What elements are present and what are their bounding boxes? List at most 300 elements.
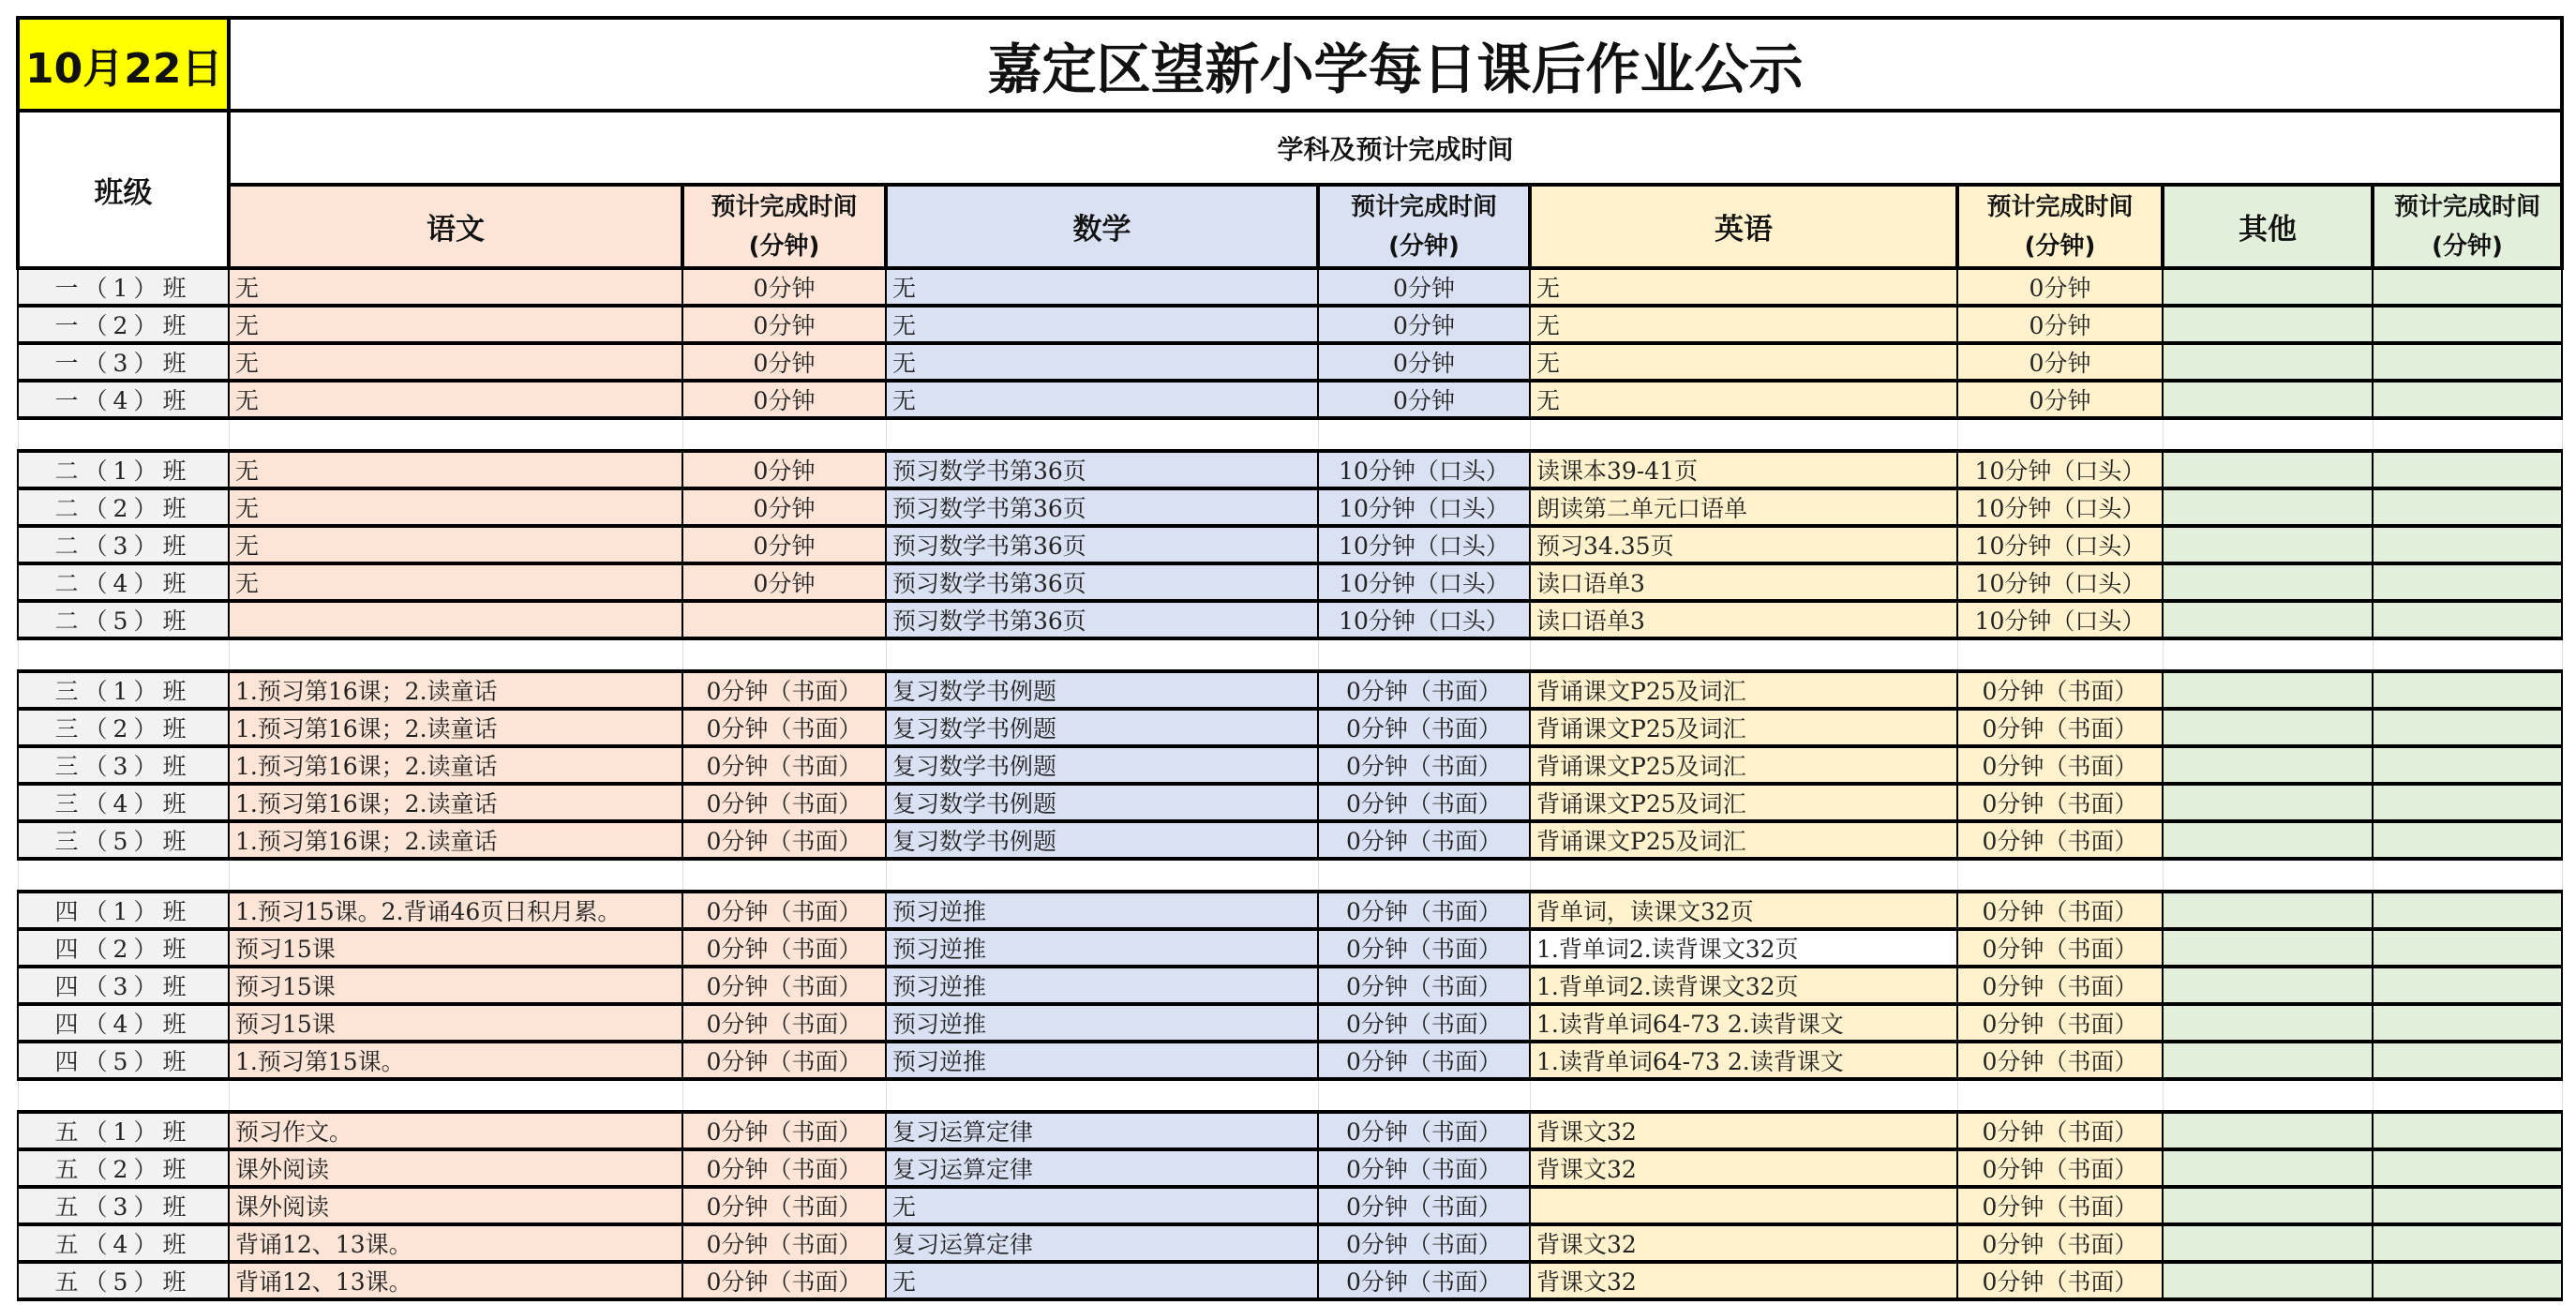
other-time[interactable] (2373, 1149, 2562, 1187)
empty-cell (2373, 638, 2562, 671)
chinese-homework[interactable]: 无 (229, 563, 682, 601)
subject-group-header: 学科及预计完成时间 (229, 111, 2562, 185)
other-time[interactable] (2373, 306, 2562, 343)
table-row (18, 821, 2562, 859)
chinese-homework[interactable]: 1.预习第16课；2.读童话 (229, 746, 682, 784)
class-name[interactable]: 四（5）班 (18, 1042, 229, 1079)
empty-cell (1318, 418, 1530, 451)
other-homework[interactable] (2163, 563, 2373, 601)
math-time[interactable]: 0分钟（书面） (1318, 1224, 1530, 1262)
english-homework[interactable]: 无 (1530, 381, 1957, 418)
class-name[interactable]: 一（3）班 (18, 343, 229, 381)
english-time[interactable]: 0分钟（书面） (1957, 671, 2163, 709)
english-time[interactable]: 10分钟（口头） (1957, 526, 2163, 563)
table-row (18, 601, 2562, 638)
english-homework[interactable]: 背课文32 (1530, 1149, 1957, 1187)
chinese-homework[interactable]: 无 (229, 343, 682, 381)
other-homework[interactable] (2163, 1187, 2373, 1224)
chinese-homework[interactable]: 1.预习15课。2.背诵46页日积月累。 (229, 892, 682, 929)
empty-cell (1957, 638, 2163, 671)
table-row (18, 1224, 2562, 1262)
other-time[interactable] (2373, 784, 2562, 821)
other-homework[interactable] (2163, 601, 2373, 638)
empty-cell (2163, 638, 2373, 671)
chinese-time[interactable]: 0分钟 (682, 306, 886, 343)
math-time[interactable]: 0分钟（书面） (1318, 746, 1530, 784)
other-homework[interactable] (2163, 1004, 2373, 1042)
other-homework[interactable] (2163, 1149, 2373, 1187)
other-time[interactable] (2373, 381, 2562, 418)
other-time[interactable] (2373, 601, 2562, 638)
chinese-time[interactable]: 0分钟（书面） (682, 1149, 886, 1187)
class-name[interactable]: 二（4）班 (18, 563, 229, 601)
english-homework[interactable]: 背课文32 (1530, 1262, 1957, 1299)
table-row (18, 967, 2562, 1004)
chinese-homework[interactable]: 1.预习第16课；2.读童话 (229, 671, 682, 709)
math-homework[interactable]: 无 (886, 1262, 1318, 1299)
english-homework[interactable]: 预习34.35页 (1530, 526, 1957, 563)
class-name[interactable]: 三（2）班 (18, 709, 229, 746)
other-homework[interactable] (2163, 709, 2373, 746)
math-homework[interactable]: 预习数学书第36页 (886, 488, 1318, 526)
english-time[interactable]: 0分钟（书面） (1957, 784, 2163, 821)
chinese-time[interactable] (682, 601, 886, 638)
empty-cell (229, 1079, 682, 1112)
empty-cell (229, 638, 682, 671)
english-time[interactable]: 0分钟（书面） (1957, 929, 2163, 967)
grade-separator (18, 1079, 2562, 1112)
chinese-homework[interactable]: 无 (229, 451, 682, 488)
math-homework[interactable]: 无 (886, 343, 1318, 381)
other-homework[interactable] (2163, 451, 2373, 488)
other-homework[interactable] (2163, 306, 2373, 343)
col-header-math-time (1318, 185, 1530, 268)
english-time[interactable]: 0分钟 (1957, 343, 2163, 381)
empty-cell (2163, 1079, 2373, 1112)
english-homework[interactable]: 背课文32 (1530, 1224, 1957, 1262)
english-homework[interactable]: 背单词，读课文32页 (1530, 892, 1957, 929)
chinese-time[interactable]: 0分钟（书面） (682, 1004, 886, 1042)
chinese-time[interactable]: 0分钟 (682, 381, 886, 418)
empty-cell (886, 638, 1318, 671)
english-homework[interactable]: 1.背单词2.读背课文32页 (1530, 967, 1957, 1004)
other-time[interactable] (2373, 821, 2562, 859)
empty-cell (682, 1079, 886, 1112)
chinese-time[interactable]: 0分钟（书面） (682, 709, 886, 746)
english-homework[interactable]: 1.读背单词64-73 2.读背课文 (1530, 1042, 1957, 1079)
english-homework[interactable]: 1.读背单词64-73 2.读背课文 (1530, 1004, 1957, 1042)
english-time[interactable]: 0分钟 (1957, 268, 2163, 306)
homework-table (16, 16, 2564, 1301)
chinese-time[interactable]: 0分钟（书面） (682, 671, 886, 709)
math-homework[interactable]: 复习运算定律 (886, 1112, 1318, 1149)
chinese-homework[interactable]: 预习15课 (229, 967, 682, 1004)
english-time[interactable]: 0分钟（书面） (1957, 1224, 2163, 1262)
other-time[interactable] (2373, 343, 2562, 381)
chinese-homework[interactable]: 背诵12、13课。 (229, 1262, 682, 1299)
chinese-time[interactable]: 0分钟 (682, 268, 886, 306)
table-row (18, 746, 2562, 784)
english-homework[interactable]: 背诵课文P25及词汇 (1530, 784, 1957, 821)
math-homework[interactable]: 复习数学书例题 (886, 784, 1318, 821)
other-homework[interactable] (2163, 821, 2373, 859)
table-row (18, 1042, 2562, 1079)
class-name[interactable]: 三（1）班 (18, 671, 229, 709)
grade-separator (18, 418, 2562, 451)
col-header-other: 其他 (2163, 185, 2373, 268)
chinese-homework[interactable]: 1.预习第15课。 (229, 1042, 682, 1079)
english-time[interactable]: 0分钟（书面） (1957, 1042, 2163, 1079)
page-title: 嘉定区望新小学每日课后作业公示 (229, 18, 2562, 111)
other-homework[interactable] (2163, 892, 2373, 929)
other-homework[interactable] (2163, 929, 2373, 967)
other-homework[interactable] (2163, 1262, 2373, 1299)
col-header-chinese: 语文 (229, 185, 682, 268)
other-homework[interactable] (2163, 784, 2373, 821)
table-row (18, 526, 2562, 563)
other-time[interactable] (2373, 451, 2562, 488)
empty-cell (1957, 859, 2163, 892)
table-row (18, 451, 2562, 488)
table-row (18, 1004, 2562, 1042)
table-row (18, 1149, 2562, 1187)
empty-cell (1530, 859, 1957, 892)
chinese-time[interactable]: 0分钟（书面） (682, 1224, 886, 1262)
chinese-homework[interactable]: 1.预习第16课；2.读童话 (229, 709, 682, 746)
empty-cell (682, 418, 886, 451)
english-homework[interactable]: 背诵课文P25及词汇 (1530, 821, 1957, 859)
math-homework[interactable]: 复习运算定律 (886, 1224, 1318, 1262)
empty-cell (229, 418, 682, 451)
math-time[interactable]: 10分钟（口头） (1318, 488, 1530, 526)
english-homework[interactable]: 背课文32 (1530, 1112, 1957, 1149)
other-homework[interactable] (2163, 268, 2373, 306)
english-time[interactable]: 10分钟（口头） (1957, 451, 2163, 488)
chinese-time[interactable]: 0分钟 (682, 526, 886, 563)
chinese-time[interactable]: 0分钟（书面） (682, 1112, 886, 1149)
math-homework[interactable]: 无 (886, 1187, 1318, 1224)
empty-cell (2373, 859, 2562, 892)
class-name[interactable]: 五（5）班 (18, 1262, 229, 1299)
class-name[interactable]: 三（3）班 (18, 746, 229, 784)
table-row (18, 488, 2562, 526)
chinese-time[interactable]: 0分钟 (682, 563, 886, 601)
empty-cell (682, 638, 886, 671)
grade-separator (18, 859, 2562, 892)
chinese-time[interactable]: 0分钟（书面） (682, 1262, 886, 1299)
chinese-homework[interactable]: 预习15课 (229, 929, 682, 967)
english-homework[interactable]: 无 (1530, 343, 1957, 381)
english-homework[interactable]: 读口语单3 (1530, 601, 1957, 638)
math-homework[interactable]: 复习运算定律 (886, 1149, 1318, 1187)
chinese-homework[interactable]: 无 (229, 381, 682, 418)
table-row (18, 1262, 2562, 1299)
table-row (18, 1112, 2562, 1149)
math-homework[interactable]: 复习数学书例题 (886, 671, 1318, 709)
time-header-line2: (分钟) (2024, 232, 2096, 261)
other-time[interactable] (2373, 671, 2562, 709)
other-time[interactable] (2373, 1042, 2562, 1079)
english-homework[interactable]: 读课本39-41页 (1530, 451, 1957, 488)
math-homework[interactable]: 无 (886, 306, 1318, 343)
empty-cell (682, 859, 886, 892)
other-time[interactable] (2373, 268, 2562, 306)
english-time[interactable]: 0分钟（书面） (1957, 892, 2163, 929)
math-homework[interactable]: 预习逆推 (886, 967, 1318, 1004)
math-homework[interactable]: 预习逆推 (886, 929, 1318, 967)
table-row (18, 784, 2562, 821)
other-homework[interactable] (2163, 1112, 2373, 1149)
time-header-line1: 预计完成时间 (1350, 192, 1497, 221)
chinese-homework[interactable]: 课外阅读 (229, 1149, 682, 1187)
empty-cell (886, 859, 1318, 892)
math-homework[interactable]: 复习数学书例题 (886, 709, 1318, 746)
chinese-time[interactable]: 0分钟（书面） (682, 746, 886, 784)
col-header-chinese-time (682, 185, 886, 268)
math-time[interactable]: 0分钟（书面） (1318, 821, 1530, 859)
empty-cell (1957, 418, 2163, 451)
class-name[interactable]: 二（2）班 (18, 488, 229, 526)
math-homework[interactable]: 无 (886, 268, 1318, 306)
chinese-time[interactable]: 0分钟（书面） (682, 929, 886, 967)
chinese-time[interactable]: 0分钟（书面） (682, 1187, 886, 1224)
math-homework[interactable]: 复习数学书例题 (886, 821, 1318, 859)
chinese-time[interactable]: 0分钟 (682, 451, 886, 488)
table-row (18, 709, 2562, 746)
class-name[interactable]: 五（1）班 (18, 1112, 229, 1149)
time-header-line2: (分钟) (2432, 232, 2503, 261)
math-homework[interactable]: 预习数学书第36页 (886, 563, 1318, 601)
other-time[interactable] (2373, 1004, 2562, 1042)
class-name[interactable]: 五（3）班 (18, 1187, 229, 1224)
class-name[interactable]: 四（4）班 (18, 1004, 229, 1042)
empty-cell (886, 418, 1318, 451)
math-time[interactable]: 10分钟（口头） (1318, 563, 1530, 601)
english-homework[interactable]: 无 (1530, 268, 1957, 306)
math-time[interactable]: 0分钟 (1318, 381, 1530, 418)
empty-cell (229, 859, 682, 892)
empty-cell (1530, 418, 1957, 451)
col-header-math: 数学 (886, 185, 1318, 268)
english-homework[interactable]: 读口语单3 (1530, 563, 1957, 601)
other-time[interactable] (2373, 1262, 2562, 1299)
table-row (18, 343, 2562, 381)
chinese-homework[interactable]: 预习作文。 (229, 1112, 682, 1149)
chinese-time[interactable]: 0分钟（书面） (682, 967, 886, 1004)
other-time[interactable] (2373, 929, 2562, 967)
chinese-time[interactable]: 0分钟（书面） (682, 892, 886, 929)
english-time[interactable]: 0分钟 (1957, 306, 2163, 343)
english-time[interactable]: 0分钟（书面） (1957, 1149, 2163, 1187)
table-row (18, 268, 2562, 306)
empty-cell (2163, 859, 2373, 892)
time-header-line1: 预计完成时间 (711, 192, 858, 221)
math-time[interactable]: 0分钟（书面） (1318, 1262, 1530, 1299)
other-homework[interactable] (2163, 1224, 2373, 1262)
class-name[interactable]: 二（1）班 (18, 451, 229, 488)
other-homework[interactable] (2163, 1042, 2373, 1079)
math-homework[interactable]: 预习逆推 (886, 1004, 1318, 1042)
english-time[interactable]: 0分钟（书面） (1957, 746, 2163, 784)
other-time[interactable] (2373, 1187, 2562, 1224)
other-homework[interactable] (2163, 343, 2373, 381)
chinese-homework[interactable]: 1.预习第16课；2.读童话 (229, 784, 682, 821)
empty-cell (1957, 1079, 2163, 1112)
chinese-homework[interactable]: 无 (229, 526, 682, 563)
english-time[interactable]: 0分钟 (1957, 381, 2163, 418)
math-time[interactable]: 10分钟（口头） (1318, 451, 1530, 488)
table-row (18, 671, 2562, 709)
english-time[interactable]: 0分钟（书面） (1957, 1112, 2163, 1149)
table-row (18, 563, 2562, 601)
math-time[interactable]: 10分钟（口头） (1318, 526, 1530, 563)
math-time[interactable]: 0分钟（书面） (1318, 1042, 1530, 1079)
chinese-homework[interactable]: 无 (229, 488, 682, 526)
english-homework[interactable]: 背诵课文P25及词汇 (1530, 746, 1957, 784)
chinese-homework[interactable]: 背诵12、13课。 (229, 1224, 682, 1262)
class-name[interactable]: 一（4）班 (18, 381, 229, 418)
empty-cell (2163, 418, 2373, 451)
other-time[interactable] (2373, 1224, 2562, 1262)
english-time[interactable]: 0分钟（书面） (1957, 1004, 2163, 1042)
table-row (18, 1187, 2562, 1224)
class-name[interactable]: 三（5）班 (18, 821, 229, 859)
math-time[interactable]: 0分钟（书面） (1318, 1112, 1530, 1149)
class-name[interactable]: 二（5）班 (18, 601, 229, 638)
english-homework[interactable]: 背诵课文P25及词汇 (1530, 709, 1957, 746)
table-row (18, 892, 2562, 929)
other-time[interactable] (2373, 1112, 2562, 1149)
chinese-time[interactable]: 0分钟（书面） (682, 784, 886, 821)
english-time[interactable]: 0分钟（书面） (1957, 709, 2163, 746)
math-homework[interactable]: 复习数学书例题 (886, 746, 1318, 784)
other-homework[interactable] (2163, 967, 2373, 1004)
english-homework[interactable]: 1.背单词2.读背课文32页 (1530, 929, 1957, 967)
chinese-time[interactable]: 0分钟（书面） (682, 821, 886, 859)
grade-separator (18, 638, 2562, 671)
class-name[interactable]: 四（2）班 (18, 929, 229, 967)
math-homework[interactable]: 无 (886, 381, 1318, 418)
empty-cell (18, 859, 229, 892)
other-time[interactable] (2373, 488, 2562, 526)
other-homework[interactable] (2163, 746, 2373, 784)
other-time[interactable] (2373, 892, 2562, 929)
empty-cell (2373, 1079, 2562, 1112)
math-time[interactable]: 0分钟（书面） (1318, 784, 1530, 821)
other-time[interactable] (2373, 526, 2562, 563)
table-row (18, 929, 2562, 967)
class-name[interactable]: 五（4）班 (18, 1224, 229, 1262)
english-time[interactable]: 0分钟（书面） (1957, 967, 2163, 1004)
empty-cell (1530, 1079, 1957, 1112)
math-time[interactable]: 0分钟 (1318, 306, 1530, 343)
class-header: 班级 (18, 111, 229, 268)
chinese-time[interactable]: 0分钟（书面） (682, 1042, 886, 1079)
math-time[interactable]: 0分钟（书面） (1318, 967, 1530, 1004)
english-time[interactable]: 0分钟（书面） (1957, 1262, 2163, 1299)
other-time[interactable] (2373, 967, 2562, 1004)
col-header-english-time (1957, 185, 2163, 268)
chinese-homework[interactable]: 预习15课 (229, 1004, 682, 1042)
math-time[interactable]: 0分钟（书面） (1318, 929, 1530, 967)
table-row (18, 306, 2562, 343)
other-time[interactable] (2373, 563, 2562, 601)
other-homework[interactable] (2163, 488, 2373, 526)
chinese-homework[interactable]: 无 (229, 306, 682, 343)
class-name[interactable]: 一（2）班 (18, 306, 229, 343)
math-time[interactable]: 0分钟（书面） (1318, 1149, 1530, 1187)
time-header-line2: (分钟) (748, 232, 820, 261)
chinese-homework[interactable]: 无 (229, 268, 682, 306)
chinese-homework[interactable] (229, 601, 682, 638)
math-time[interactable]: 0分钟（书面） (1318, 1187, 1530, 1224)
empty-cell (18, 1079, 229, 1112)
empty-cell (1318, 859, 1530, 892)
math-time[interactable]: 10分钟（口头） (1318, 601, 1530, 638)
english-homework[interactable]: 无 (1530, 306, 1957, 343)
table-row (18, 381, 2562, 418)
math-time[interactable]: 0分钟（书面） (1318, 1004, 1530, 1042)
english-time[interactable]: 0分钟（书面） (1957, 1187, 2163, 1224)
chinese-homework[interactable]: 1.预习第16课；2.读童话 (229, 821, 682, 859)
other-homework[interactable] (2163, 526, 2373, 563)
math-homework[interactable]: 预习数学书第36页 (886, 526, 1318, 563)
date-cell: 10月22日 (18, 18, 229, 111)
class-name[interactable]: 一（1）班 (18, 268, 229, 306)
empty-cell (2373, 418, 2562, 451)
english-time[interactable]: 10分钟（口头） (1957, 488, 2163, 526)
other-time[interactable] (2373, 746, 2562, 784)
empty-cell (886, 1079, 1318, 1112)
class-name[interactable]: 三（4）班 (18, 784, 229, 821)
empty-cell (1318, 1079, 1530, 1112)
chinese-time[interactable]: 0分钟 (682, 343, 886, 381)
col-header-english: 英语 (1530, 185, 1957, 268)
chinese-time[interactable]: 0分钟 (682, 488, 886, 526)
english-time[interactable]: 0分钟（书面） (1957, 821, 2163, 859)
empty-cell (1318, 638, 1530, 671)
other-time[interactable] (2373, 709, 2562, 746)
other-homework[interactable] (2163, 671, 2373, 709)
english-time[interactable]: 10分钟（口头） (1957, 563, 2163, 601)
time-header-line2: (分钟) (1388, 232, 1460, 261)
math-homework[interactable]: 预习逆推 (886, 1042, 1318, 1079)
math-time[interactable]: 0分钟（书面） (1318, 892, 1530, 929)
class-name[interactable]: 四（3）班 (18, 967, 229, 1004)
english-homework[interactable] (1530, 1187, 1957, 1224)
math-time[interactable]: 0分钟 (1318, 268, 1530, 306)
time-header-line1: 预计完成时间 (2394, 192, 2541, 221)
col-header-other-time (2373, 185, 2562, 268)
empty-cell (18, 638, 229, 671)
english-time[interactable]: 10分钟（口头） (1957, 601, 2163, 638)
math-time[interactable]: 0分钟（书面） (1318, 671, 1530, 709)
empty-cell (18, 418, 229, 451)
english-homework[interactable]: 朗读第二单元口语单 (1530, 488, 1957, 526)
math-homework[interactable]: 预习数学书第36页 (886, 451, 1318, 488)
class-name[interactable]: 四（1）班 (18, 892, 229, 929)
class-name[interactable]: 五（2）班 (18, 1149, 229, 1187)
time-header-line1: 预计完成时间 (1986, 192, 2134, 221)
chinese-homework[interactable]: 课外阅读 (229, 1187, 682, 1224)
other-homework[interactable] (2163, 381, 2373, 418)
math-homework[interactable]: 预习数学书第36页 (886, 601, 1318, 638)
math-time[interactable]: 0分钟 (1318, 343, 1530, 381)
math-homework[interactable]: 预习逆推 (886, 892, 1318, 929)
math-time[interactable]: 0分钟（书面） (1318, 709, 1530, 746)
class-name[interactable]: 二（3）班 (18, 526, 229, 563)
english-homework[interactable]: 背诵课文P25及词汇 (1530, 671, 1957, 709)
